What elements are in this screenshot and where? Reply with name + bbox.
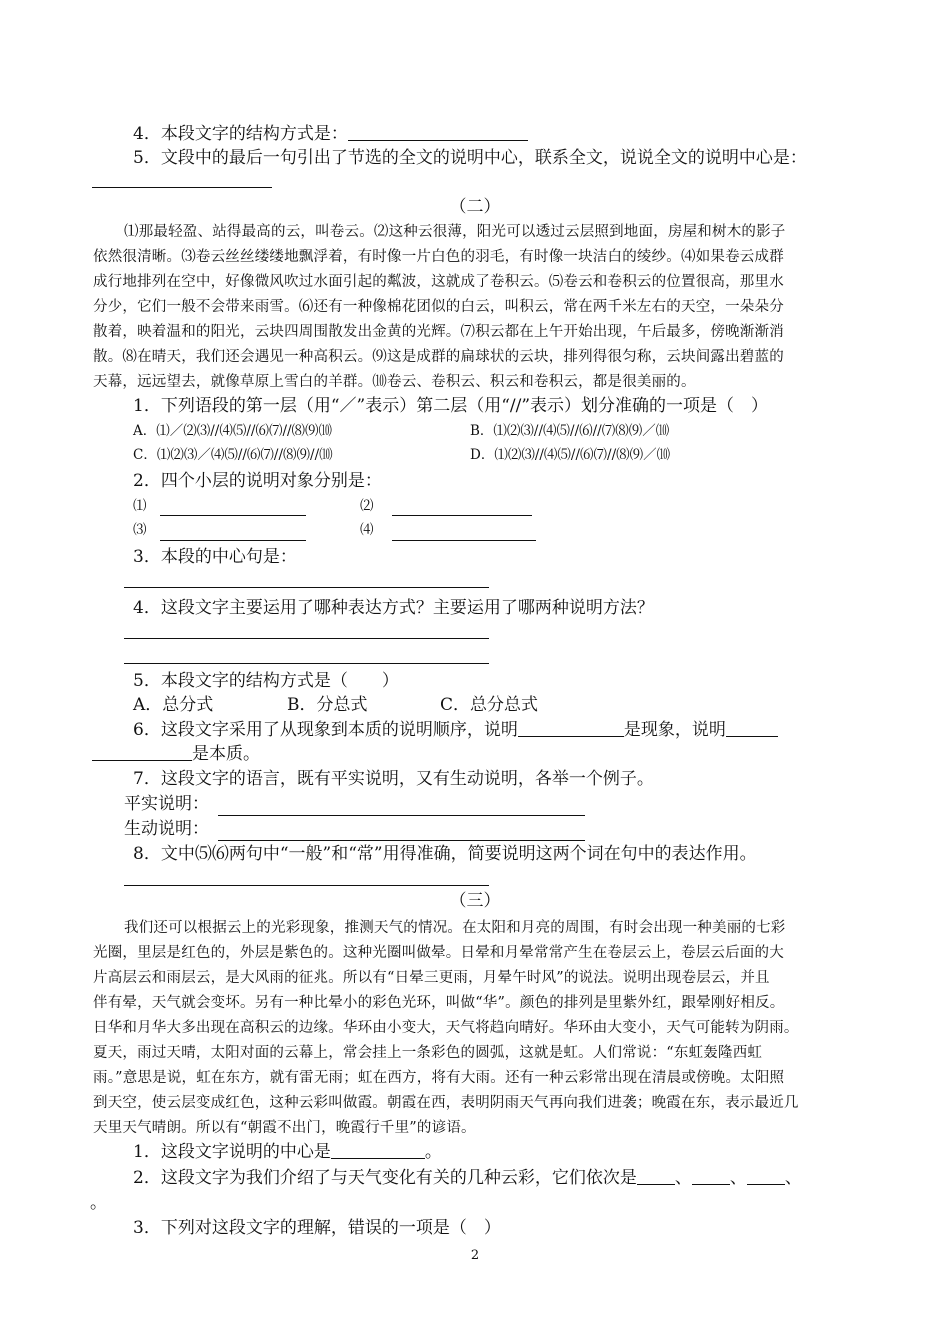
s2-para-line: ⑴那最轻盈、站得最高的云，叫卷云。⑵这种云很薄，阳光可以透过云层照到地面，房屋和树木的影子 — [124, 224, 786, 240]
answer-blank[interactable] — [348, 140, 528, 141]
s1-question-5: 5．文段中的最后一句引出了节选的全文的说明中心，联系全文，说说全文的说明中心是： — [133, 148, 807, 168]
page-number: 2 — [470, 1248, 480, 1263]
option-d[interactable]: D．⑴⑵⑶//⑷⑸//⑹⑺//⑻⑼／⑽ — [470, 447, 671, 463]
answer-blank[interactable] — [518, 736, 624, 737]
s2-question-4: 4．这段文字主要运用了哪种表达方式？主要运用了哪两种说明方法？ — [133, 598, 654, 618]
answer-blank[interactable] — [92, 760, 192, 761]
answer-blank[interactable] — [637, 1184, 675, 1185]
s3-question-2-end: 。 — [90, 1193, 107, 1213]
answer-blank[interactable] — [392, 540, 536, 541]
answer-blank[interactable] — [160, 540, 306, 541]
s3-para-line: 光圈，里层是红色的，外层是紫色的。这种光圈叫做晕。日晕和月晕常常产生在卷层云上，卷层云后面的大 — [93, 945, 784, 961]
s2-para-line: 天幕，远远望去，就像草原上雪白的羊群。⑽卷云、卷积云、积云和卷积云，都是很美丽的。 — [93, 374, 696, 390]
vivid-example-label: 生动说明： — [124, 819, 209, 839]
answer-blank[interactable] — [747, 1184, 785, 1185]
option-b[interactable]: B．分总式 — [287, 695, 368, 715]
question-text: 。 — [424, 1142, 442, 1162]
s2-para-line: 成行地排列在空中，好像微风吹过水面引起的粼波，这就成了卷积云。⑸卷云和卷积云的位置很高，那里水 — [93, 274, 784, 290]
s2-para-line: 散。⑻在晴天，我们还会遇见一种高积云。⑼这是成群的扁球状的云块，排列得很匀称，云块间露出碧蓝的 — [93, 349, 784, 365]
answer-blank[interactable] — [92, 187, 272, 188]
question-text: 4．本段文字的结构方式是： — [133, 124, 348, 144]
s3-para-line: 我们还可以根据云上的光彩现象，推测天气的情况。在太阳和月亮的周围，有时会出现一种美丽的七彩 — [124, 920, 786, 936]
item-label-2: ⑵ — [360, 498, 374, 514]
s2-para-line: 分少，它们一般不会带来雨雪。⑹还有一种像棉花团似的白云，叫积云，常在两千米左右的天空，一朵朵分 — [93, 299, 784, 315]
option-c[interactable]: C．总分总式 — [440, 695, 539, 715]
s2-question-2: 2．四个小层的说明对象分别是： — [133, 471, 382, 491]
section-3-heading: （三） — [449, 891, 501, 911]
s3-question-1 — [133, 1144, 442, 1161]
option-b[interactable]: B．⑴⑵⑶//⑷⑸//⑹//⑺⑻⑼／⑽ — [470, 423, 670, 439]
item-label-3: ⑶ — [133, 522, 147, 538]
answer-blank[interactable] — [726, 736, 778, 737]
answer-blank[interactable] — [160, 515, 306, 516]
answer-blank[interactable] — [692, 1184, 730, 1185]
question-text: 是本质。 — [192, 744, 260, 764]
question-text: 1．这段文字说明的中心是 — [133, 1142, 331, 1162]
answer-blank[interactable] — [124, 587, 489, 588]
s3-question-2 — [133, 1170, 802, 1187]
s2-question-6-cont — [92, 746, 260, 763]
item-label-1: ⑴ — [133, 498, 147, 514]
item-label-4: ⑷ — [360, 522, 374, 538]
s3-para-line: 伴有晕，天气就会变坏。另有一种比晕小的彩色光环，叫做“华”。颜色的排列是里紫外红，跟晕刚好相反。 — [93, 995, 785, 1011]
s2-question-1: 1．下列语段的第一层（用“／”表示）第二层（用“//”表示）划分准确的一项是（ ） — [133, 396, 769, 416]
s1-question-4 — [133, 126, 528, 143]
answer-blank[interactable] — [124, 885, 489, 886]
section-2-heading: （二） — [449, 197, 501, 217]
s3-para-line: 到天空，使云层变成红色，这种云彩叫做霞。朝霞在西，表明阴雨天气再向我们进袭；晚霞在东，表示最近几 — [93, 1095, 799, 1111]
s2-question-7: 7．这段文字的语言，既有平实说明，又有生动说明，各举一个例子。 — [133, 769, 654, 789]
answer-blank[interactable] — [124, 663, 489, 664]
answer-blank[interactable] — [392, 515, 532, 516]
s3-para-line: 片高层云和雨层云，是大风雨的征兆。所以有“日晕三更雨，月晕午时风”的说法。说明出现卷层云，并且 — [93, 970, 770, 986]
s3-para-line: 雨。”意思是说，虹在东方，就有雷无雨；虹在西方，将有大雨。还有一种云彩常出现在清晨或傍晚。太阳照 — [93, 1070, 785, 1086]
option-c[interactable]: C．⑴⑵⑶／⑷⑸//⑹⑺//⑻⑼//⑽ — [133, 447, 333, 463]
answer-blank[interactable] — [124, 638, 489, 639]
s2-para-line: 散着，映着温和的阳光，云块四周围散发出金黄的光辉。⑺积云都在上午开始出现，午后最多，傍晚渐渐消 — [93, 324, 784, 340]
question-text: 2．这段文字为我们介绍了与天气变化有关的几种云彩，它们依次是 — [133, 1168, 637, 1188]
option-a[interactable]: A．⑴／⑵⑶//⑷⑸//⑹⑺//⑻⑼⑽ — [133, 423, 333, 439]
s3-question-3: 3．下列对这段文字的理解，错误的一项是（ ） — [133, 1218, 501, 1238]
s2-question-5: 5．本段文字的结构方式是（ ） — [133, 671, 399, 691]
separator: 、 — [674, 1168, 692, 1188]
plain-example-label: 平实说明： — [124, 794, 209, 814]
option-a[interactable]: A．总分式 — [133, 695, 214, 715]
s2-question-6 — [133, 722, 778, 739]
question-text: 是现象，说明 — [623, 720, 726, 740]
separator: 、 — [729, 1168, 747, 1188]
s2-question-8: 8．文中⑸⑹两句中“一般”和“常”用得准确，简要说明这两个词在句中的表达作用。 — [133, 844, 757, 864]
s3-para-line: 天里天气晴朗。所以有“朝霞不出门，晚霞行千里”的谚语。 — [93, 1120, 476, 1136]
s3-para-line: 夏天，雨过天晴，太阳对面的云幕上，常会挂上一条彩色的圆弧，这就是虹。人们常说：“东虹轰隆西虹 — [93, 1045, 763, 1061]
question-text: 6．这段文字采用了从现象到本质的说明顺序，说明 — [133, 720, 518, 740]
separator: 、 — [784, 1168, 802, 1188]
answer-blank[interactable] — [218, 840, 585, 841]
s3-para-line: 日华和月华大多出现在高积云的边缘。华环由小变大，天气将趋向晴好。华环由大变小，天气可能转为阴雨。 — [93, 1020, 799, 1036]
answer-blank[interactable] — [218, 815, 585, 816]
s2-para-line: 依然很清晰。⑶卷云丝丝缕缕地飘浮着，有时像一片白色的羽毛，有时像一块洁白的绫纱。⑷如果卷云成群 — [93, 249, 784, 265]
s2-question-3: 3．本段的中心句是： — [133, 547, 297, 567]
answer-blank[interactable] — [331, 1158, 425, 1159]
